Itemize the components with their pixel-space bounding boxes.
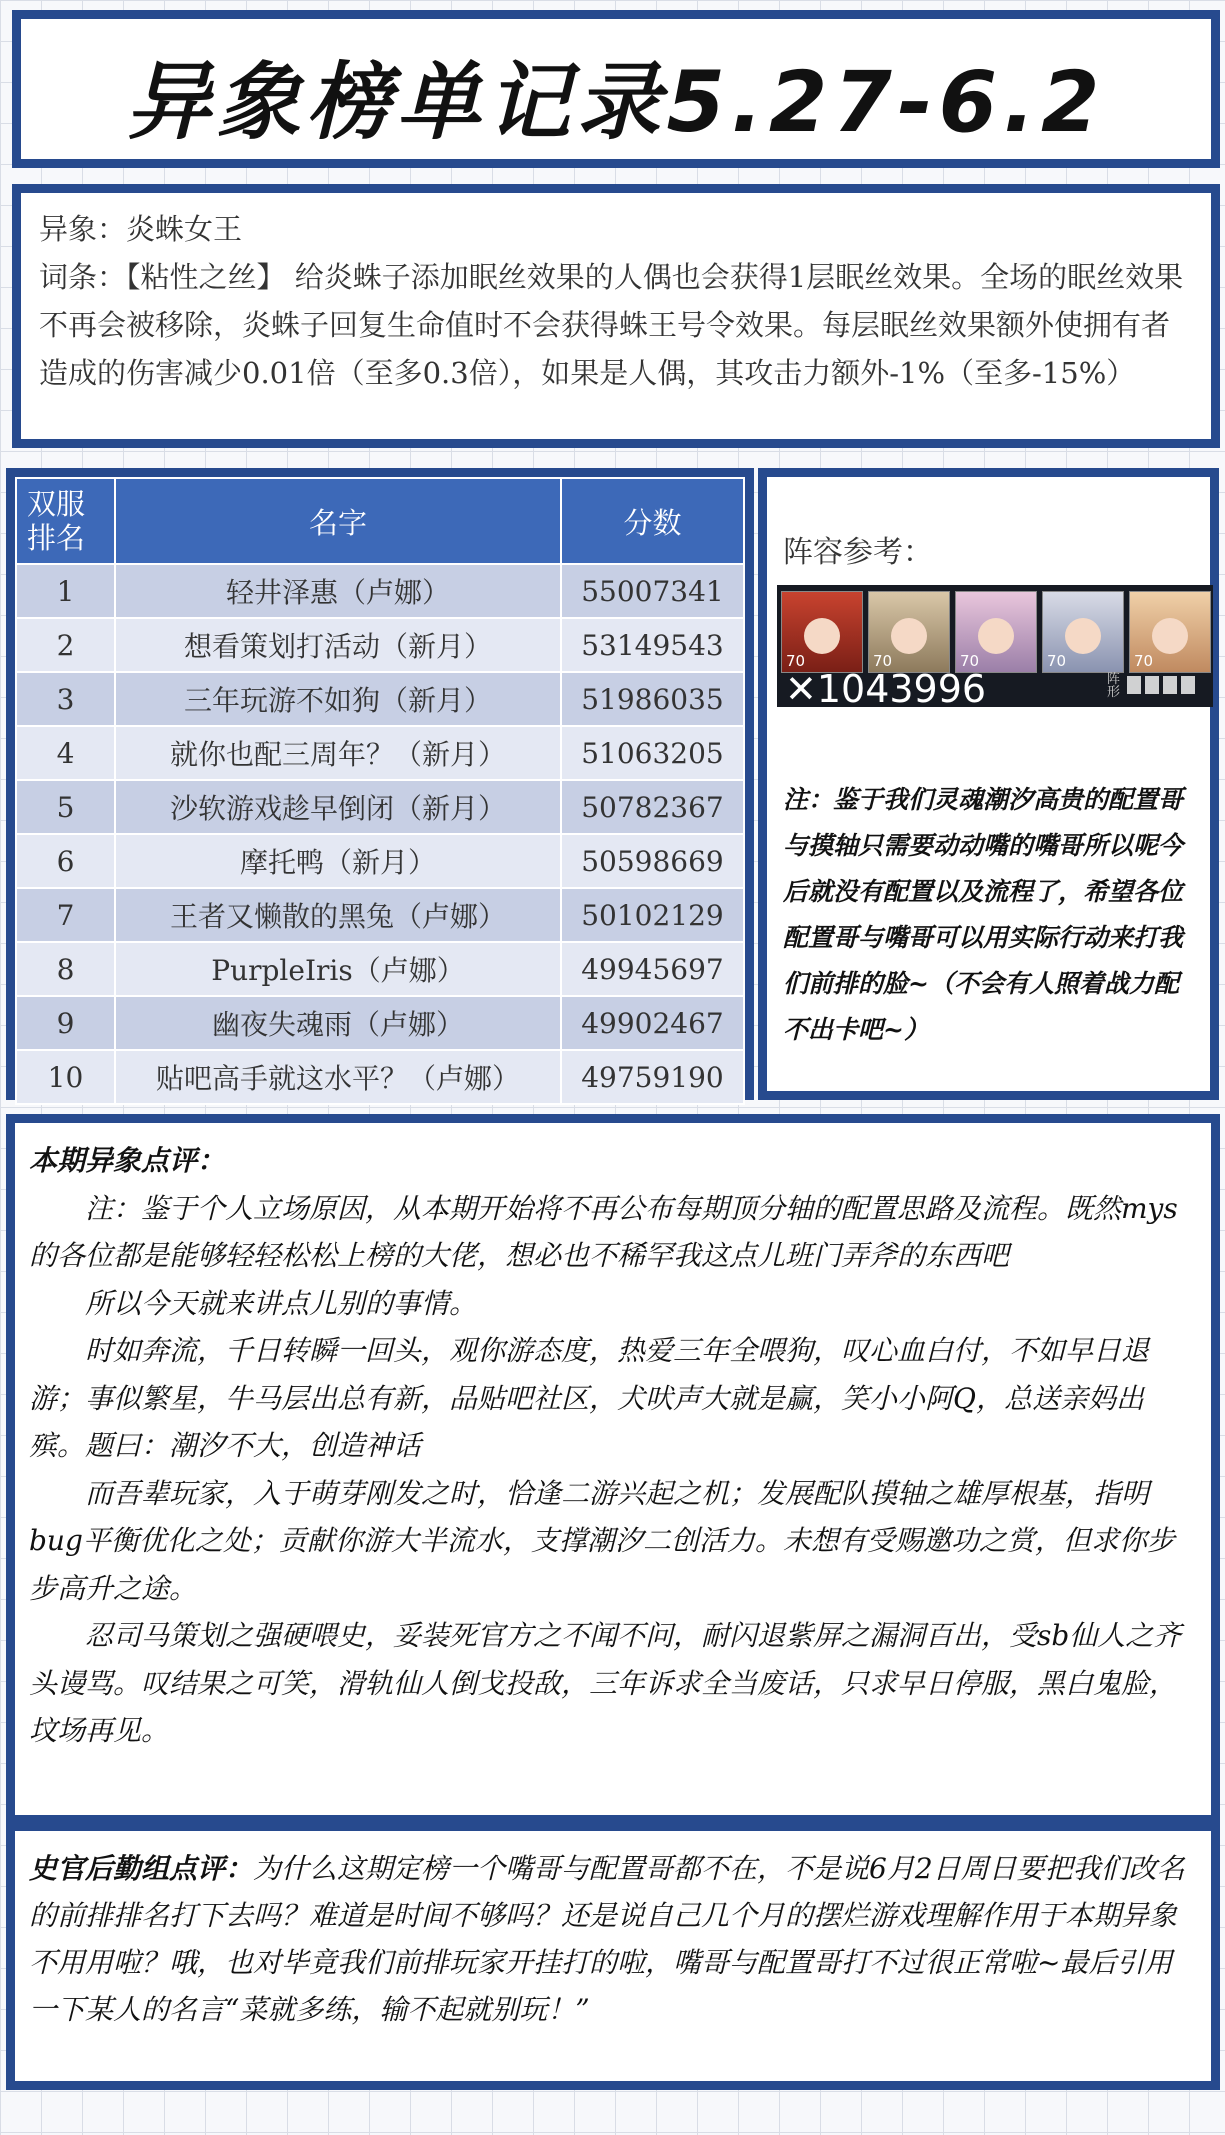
rank-cell: 1 xyxy=(16,564,115,618)
formation-slot xyxy=(1163,676,1177,694)
name-cell: 沙软游戏趁早倒闭（新月） xyxy=(115,780,561,834)
review-paragraph: 所以今天就来讲点儿别的事情。 xyxy=(85,1286,478,1320)
table-row xyxy=(16,1050,744,1104)
score-cell: 49902467 xyxy=(561,996,744,1050)
rank-cell: 10 xyxy=(16,1050,115,1104)
score-cell: 50782367 xyxy=(561,780,744,834)
formation-label: 阵形 xyxy=(1107,672,1121,700)
team-power: ✕1043996 xyxy=(785,667,987,711)
table-row xyxy=(16,942,744,996)
character-portrait xyxy=(781,591,863,673)
ranking-table-box xyxy=(6,468,754,1100)
description-text xyxy=(39,205,1197,397)
name-cell: 幽夜失魂雨（卢娜） xyxy=(115,996,561,1050)
character-face-icon xyxy=(1152,618,1188,654)
formation-slot xyxy=(1181,676,1195,694)
table-row xyxy=(16,780,744,834)
name-cell: 轻井泽惠（卢娜） xyxy=(115,564,561,618)
score-cell: 51063205 xyxy=(561,726,744,780)
anomaly-review-box xyxy=(6,1114,1220,1824)
power-value: 1043996 xyxy=(816,667,987,711)
staff-content xyxy=(29,1845,1199,2033)
character-level: 70 xyxy=(1047,652,1067,670)
name-header: 名字 xyxy=(115,478,561,564)
review-paragraph: 时如奔流，千日转瞬一回头，观你游态度，热爱三年全喂狗，叹心血白付，不如早日退游；事似繁星，牛马层出总有新，品贴吧社区，犬吠声大就是赢，笑小小阿Q，总送亲妈出殡。题曰：潮汐不大，创造神话 xyxy=(29,1334,1150,1462)
rank-cell: 3 xyxy=(16,672,115,726)
rank-header: 双服 排名 xyxy=(16,478,115,564)
character-portrait xyxy=(868,591,950,673)
lineup-image xyxy=(777,585,1213,711)
name-cell: 就你也配三周年？（新月） xyxy=(115,726,561,780)
score-cell: 51986035 xyxy=(561,672,744,726)
character-portrait xyxy=(1042,591,1124,673)
table-row xyxy=(16,834,744,888)
rank-cell: 9 xyxy=(16,996,115,1050)
score-cell: 49945697 xyxy=(561,942,744,996)
team-note: 注：鉴于我们灵魂潮汐高贵的配置哥与摸轴只需要动动嘴的嘴哥所以呢今后就没有配置以及流程了，希望各位配置哥与嘴哥可以用实际行动来打我们前排的脸~（不会有人照着战力配不出卡吧~） xyxy=(783,785,1184,1044)
table-row xyxy=(16,888,744,942)
character-face-icon xyxy=(1065,618,1101,654)
review-paragraph: 而吾辈玩家，入于萌芽刚发之时，恰逢二游兴起之机；发展配队摸轴之雄厚根基，指明bug平衡优化之处；贡献你游大半流水，支撑潮汐二创活力。未想有受赐邀功之赏，但求你步步高升之途。 xyxy=(29,1476,1175,1605)
score-cell: 50598669 xyxy=(561,834,744,888)
character-level: 70 xyxy=(786,652,806,670)
character-level: 70 xyxy=(960,652,980,670)
page-title: 异象榜单记录5.27-6.2 xyxy=(126,53,1106,151)
team-label: 阵容参考： xyxy=(783,535,933,570)
review-content xyxy=(29,1137,1199,1755)
rank-cell: 6 xyxy=(16,834,115,888)
anomaly-name: 炎蛛女王 xyxy=(126,212,243,246)
ranking-table xyxy=(15,477,745,1105)
table-row xyxy=(16,996,744,1050)
review-paragraph: 忍司马策划之强硬喂史，妥装死官方之不闻不问，耐闪退紫屏之漏洞百出，受sb仙人之齐头谩骂。叹结果之可笑，滑轨仙人倒戈投敌，三年诉求全当废话，只求早日停服，黑白鬼脸，坟场再见。 xyxy=(29,1619,1182,1747)
staff-text: 为什么这期定榜一个嘴哥与配置哥都不在，不是说6月2日周日要把我们改名的前排排名打下去吗？难道是时间不够吗？还是说自己几个月的摆烂游戏理解作用于本期异象不用用啦？哦，也对毕竟我们前排玩家开挂打的啦，嘴哥与配置哥打不过很正常啦~最后引用一下某人的名言“菜就多练，输不起就别玩！” xyxy=(29,1852,1185,2026)
score-cell: 50102129 xyxy=(561,888,744,942)
score-cell: 55007341 xyxy=(561,564,744,618)
formation-slot xyxy=(1127,676,1141,694)
character-portrait xyxy=(955,591,1037,673)
character-portrait xyxy=(1129,591,1211,673)
anomaly-label: 异象： xyxy=(39,212,127,246)
name-cell: 王者又懒散的黑兔（卢娜） xyxy=(115,888,561,942)
character-face-icon xyxy=(978,618,1014,654)
character-level: 70 xyxy=(1134,652,1154,670)
score-cell: 53149543 xyxy=(561,618,744,672)
formation-indicator xyxy=(1107,673,1201,699)
score-header: 分数 xyxy=(561,478,744,564)
rank-cell: 2 xyxy=(16,618,115,672)
name-cell: 摩托鸭（新月） xyxy=(115,834,561,888)
table-row xyxy=(16,564,744,618)
name-cell: PurpleIris（卢娜） xyxy=(115,942,561,996)
staff-heading: 史官后勤组点评： xyxy=(29,1852,254,1885)
formation-slot xyxy=(1145,676,1159,694)
anomaly-description xyxy=(12,184,1220,448)
rank-cell: 7 xyxy=(16,888,115,942)
ranking-rows xyxy=(16,564,744,1104)
character-level: 70 xyxy=(873,652,893,670)
rank-cell: 8 xyxy=(16,942,115,996)
staff-review-box xyxy=(6,1822,1220,2090)
rank-cell: 4 xyxy=(16,726,115,780)
entry-text: 【粘性之丝】 给炎蛛子添加眠丝效果的人偶也会获得1层眠丝效果。全场的眠丝效果不再会被移除，炎蛛子回复生命值时不会获得蛛王号令效果。每层眠丝效果额外使拥有者造成的伤害减少0.01倍（至多0.3倍），如果是人偶，其攻击力额外-1%（至多-15%） xyxy=(39,260,1184,390)
character-face-icon xyxy=(804,618,840,654)
review-paragraph: 注：鉴于个人立场原因，从本期开始将不再公布每期顶分轴的配置思路及流程。既然mys的各位都是能够轻轻松松上榜的大佬，想必也不稀罕我这点儿班门弄斧的东西吧 xyxy=(29,1191,1178,1272)
score-cell: 49759190 xyxy=(561,1050,744,1104)
name-cell: 贴吧高手就这水平？（卢娜） xyxy=(115,1050,561,1104)
table-row xyxy=(16,726,744,780)
review-heading: 本期异象点评： xyxy=(29,1144,226,1177)
team-reference-box xyxy=(758,468,1219,1100)
entry-label: 词条： xyxy=(39,260,127,294)
table-row xyxy=(16,618,744,672)
character-face-icon xyxy=(891,618,927,654)
rank-cell: 5 xyxy=(16,780,115,834)
table-row xyxy=(16,672,744,726)
title-banner xyxy=(12,10,1220,168)
name-cell: 三年玩游不如狗（新月） xyxy=(115,672,561,726)
name-cell: 想看策划打活动（新月） xyxy=(115,618,561,672)
